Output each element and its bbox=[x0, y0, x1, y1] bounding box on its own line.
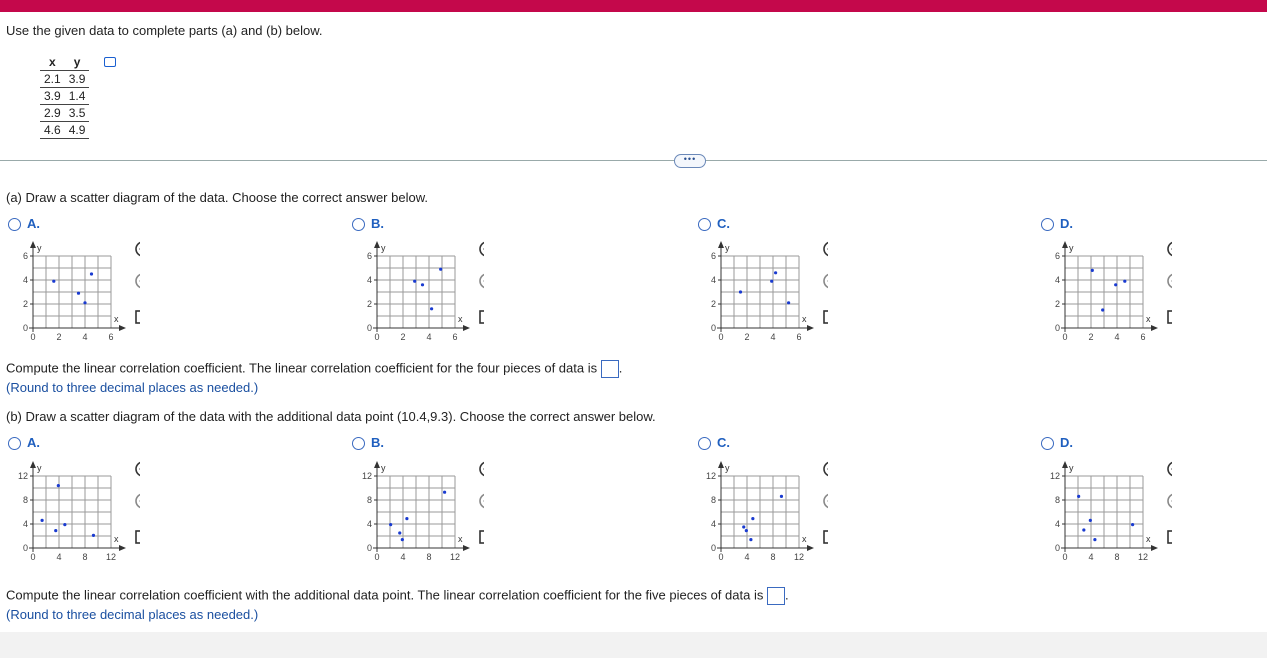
data-point bbox=[52, 280, 55, 283]
data-point bbox=[413, 280, 416, 283]
x-tick-label: 0 bbox=[374, 332, 380, 342]
x-tick-label: 0 bbox=[718, 332, 724, 342]
zoom-out-lens bbox=[136, 274, 140, 288]
x-axis-arrow bbox=[119, 325, 126, 331]
data-point bbox=[1093, 538, 1096, 541]
part-b-round-note: (Round to three decimal places as needed.) bbox=[6, 607, 259, 622]
y-axis-label: y bbox=[381, 463, 386, 473]
period: . bbox=[784, 587, 789, 603]
zoom-in-lens bbox=[480, 242, 484, 256]
x-axis-arrow bbox=[807, 325, 814, 331]
table-cell: 3.5 bbox=[65, 105, 90, 122]
zoom-in-icon bbox=[136, 462, 140, 478]
zoom-out-lens bbox=[136, 494, 140, 508]
y-axis-label: y bbox=[37, 463, 42, 473]
zoom-in-lens bbox=[824, 242, 828, 256]
zoom-in-icon bbox=[1168, 242, 1172, 258]
data-point bbox=[770, 280, 773, 283]
y-tick-label: 2 bbox=[710, 299, 716, 309]
x-tick-label: 4 bbox=[56, 552, 62, 562]
chart-gridlines bbox=[377, 476, 455, 548]
x-tick-label: 4 bbox=[1114, 332, 1120, 342]
table-header-y: y bbox=[65, 54, 90, 71]
chart-gridlines bbox=[377, 256, 455, 328]
table-header-x: x bbox=[40, 54, 65, 71]
y-tick-label: 8 bbox=[366, 495, 372, 505]
x-axis-arrow bbox=[1151, 325, 1158, 331]
table-row bbox=[40, 122, 89, 139]
x-axis-label: x bbox=[802, 314, 807, 324]
y-tick-label: 2 bbox=[366, 299, 372, 309]
part-b-answer-input[interactable] bbox=[767, 587, 785, 605]
x-tick-label: 8 bbox=[1114, 552, 1120, 562]
part-a-option-c-chart bbox=[688, 230, 828, 345]
part-a-answer-input[interactable] bbox=[601, 360, 619, 378]
y-tick-label: 0 bbox=[1054, 323, 1060, 333]
table-cell: 2.1 bbox=[40, 71, 65, 88]
y-tick-label: 8 bbox=[22, 495, 28, 505]
y-axis-arrow bbox=[30, 241, 36, 248]
part-b-option-b-chart bbox=[344, 450, 484, 565]
y-tick-label: 2 bbox=[22, 299, 28, 309]
part-a-prompt: (a) Draw a scatter diagram of the data. Choose the correct answer below. bbox=[6, 190, 428, 205]
popout-frame bbox=[1168, 531, 1172, 543]
x-tick-label: 12 bbox=[1137, 552, 1149, 562]
y-tick-label: 0 bbox=[1054, 543, 1060, 553]
x-tick-label: 0 bbox=[374, 552, 380, 562]
x-axis-label: x bbox=[114, 314, 119, 324]
y-axis-label: y bbox=[37, 243, 42, 253]
data-point bbox=[1101, 308, 1104, 311]
data-point bbox=[1131, 523, 1134, 526]
part-a-round-note: (Round to three decimal places as needed.) bbox=[6, 380, 259, 395]
part-a-option-d-label: D. bbox=[1060, 216, 1073, 231]
data-point bbox=[90, 272, 93, 275]
data-point bbox=[389, 523, 392, 526]
table-row bbox=[40, 71, 89, 88]
table-cell: 4.9 bbox=[65, 122, 90, 139]
y-tick-label: 6 bbox=[22, 251, 28, 261]
data-point bbox=[398, 531, 401, 534]
open-in-new-window-icon bbox=[136, 529, 140, 543]
zoom-in-icon bbox=[136, 242, 140, 258]
data-point bbox=[1077, 495, 1080, 498]
chart-gridlines bbox=[33, 256, 111, 328]
table-cell: 2.9 bbox=[40, 105, 65, 122]
part-b-option-d-chart bbox=[1032, 450, 1172, 565]
y-tick-label: 4 bbox=[366, 275, 372, 285]
y-tick-label: 6 bbox=[1054, 251, 1060, 261]
data-point bbox=[742, 525, 745, 528]
open-in-new-window-icon bbox=[824, 309, 828, 323]
y-tick-label: 4 bbox=[710, 519, 716, 529]
data-point bbox=[41, 519, 44, 522]
section-divider bbox=[0, 160, 1267, 161]
chart-gridlines bbox=[1065, 476, 1143, 548]
open-in-new-window-icon bbox=[480, 309, 484, 323]
x-axis-label: x bbox=[1146, 534, 1151, 544]
x-tick-label: 2 bbox=[400, 332, 406, 342]
data-point bbox=[92, 534, 95, 537]
part-b-option-d-radio[interactable] bbox=[1041, 437, 1054, 450]
zoom-in-icon bbox=[824, 242, 828, 258]
x-tick-label: 6 bbox=[108, 332, 114, 342]
chart-gridlines bbox=[1065, 256, 1143, 328]
y-tick-label: 8 bbox=[710, 495, 716, 505]
y-axis-arrow bbox=[374, 241, 380, 248]
x-axis-label: x bbox=[458, 534, 463, 544]
y-tick-label: 6 bbox=[366, 251, 372, 261]
zoom-out-icon bbox=[1168, 494, 1172, 510]
x-tick-label: 8 bbox=[82, 552, 88, 562]
x-tick-label: 0 bbox=[30, 552, 36, 562]
part-a-option-d-chart bbox=[1032, 230, 1172, 345]
part-a-option-b-chart bbox=[344, 230, 484, 345]
part-a-option-a-label: A. bbox=[27, 216, 40, 231]
x-tick-label: 6 bbox=[452, 332, 458, 342]
x-tick-label: 0 bbox=[718, 552, 724, 562]
popout-frame bbox=[824, 311, 828, 323]
y-axis-arrow bbox=[718, 241, 724, 248]
zoom-in-lens bbox=[480, 462, 484, 476]
data-point bbox=[780, 495, 783, 498]
part-b-option-a-label: A. bbox=[27, 435, 40, 450]
part-b-option-b-radio[interactable] bbox=[352, 437, 365, 450]
table-cell: 1.4 bbox=[65, 88, 90, 105]
y-axis-arrow bbox=[1062, 241, 1068, 248]
x-axis-arrow bbox=[119, 545, 126, 551]
data-point bbox=[54, 529, 57, 532]
zoom-out-icon bbox=[1168, 274, 1172, 290]
zoom-in-lens bbox=[1168, 462, 1172, 476]
zoom-in-icon bbox=[1168, 462, 1172, 478]
zoom-in-icon bbox=[480, 242, 484, 258]
instructions-text: Use the given data to complete parts (a) and (b) below. bbox=[6, 23, 323, 38]
data-point bbox=[751, 517, 754, 520]
popout-frame bbox=[480, 531, 484, 543]
part-b-option-b-label: B. bbox=[371, 435, 384, 450]
y-tick-label: 4 bbox=[22, 519, 28, 529]
y-tick-label: 0 bbox=[366, 543, 372, 553]
zoom-out-icon bbox=[136, 274, 140, 290]
x-tick-label: 8 bbox=[426, 552, 432, 562]
part-b-option-c-label: C. bbox=[717, 435, 730, 450]
chart-gridlines bbox=[721, 476, 799, 548]
data-point bbox=[745, 529, 748, 532]
x-tick-label: 2 bbox=[56, 332, 62, 342]
x-tick-label: 0 bbox=[30, 332, 36, 342]
y-tick-label: 6 bbox=[710, 251, 716, 261]
data-point bbox=[405, 517, 408, 520]
zoom-out-lens bbox=[1168, 274, 1172, 288]
x-tick-label: 6 bbox=[796, 332, 802, 342]
part-a-option-c-label: C. bbox=[717, 216, 730, 231]
data-point bbox=[1114, 283, 1117, 286]
zoom-out-icon bbox=[824, 494, 828, 510]
data-point bbox=[1091, 269, 1094, 272]
table-cell: 4.6 bbox=[40, 122, 65, 139]
zoom-in-lens bbox=[824, 462, 828, 476]
x-tick-label: 12 bbox=[793, 552, 805, 562]
y-tick-label: 12 bbox=[361, 471, 372, 481]
y-axis-arrow bbox=[718, 461, 724, 468]
x-axis-arrow bbox=[807, 545, 814, 551]
x-axis-label: x bbox=[802, 534, 807, 544]
zoom-out-icon bbox=[136, 494, 140, 510]
x-tick-label: 2 bbox=[744, 332, 750, 342]
zoom-in-icon bbox=[824, 462, 828, 478]
y-tick-label: 0 bbox=[710, 323, 716, 333]
data-point bbox=[83, 301, 86, 304]
y-axis-label: y bbox=[725, 463, 730, 473]
data-point bbox=[401, 538, 404, 541]
y-axis-arrow bbox=[30, 461, 36, 468]
zoom-in-lens bbox=[136, 462, 140, 476]
y-tick-label: 2 bbox=[1054, 299, 1060, 309]
x-tick-label: 4 bbox=[744, 552, 750, 562]
data-point bbox=[1123, 280, 1126, 283]
period: . bbox=[618, 360, 623, 376]
zoom-in-lens bbox=[1168, 242, 1172, 256]
x-tick-label: 4 bbox=[1088, 552, 1094, 562]
x-tick-label: 12 bbox=[449, 552, 461, 562]
y-tick-label: 8 bbox=[1054, 495, 1060, 505]
table-row bbox=[40, 88, 89, 105]
data-point bbox=[57, 484, 60, 487]
zoom-out-lens bbox=[1168, 494, 1172, 508]
popout-frame bbox=[1168, 311, 1172, 323]
data-point bbox=[1082, 528, 1085, 531]
part-b-option-c-chart bbox=[688, 450, 828, 565]
part-b-compute-text: Compute the linear correlation coefficient with the additional data point. The linear correlation coefficient for the five pieces of data is bbox=[6, 587, 764, 603]
y-tick-label: 0 bbox=[22, 323, 28, 333]
y-axis-label: y bbox=[381, 243, 386, 253]
ellipsis-icon[interactable]: ••• bbox=[674, 154, 706, 168]
zoom-out-icon bbox=[824, 274, 828, 290]
chart-gridlines bbox=[721, 256, 799, 328]
chart-gridlines bbox=[33, 476, 111, 548]
popout-frame bbox=[480, 311, 484, 323]
popout-frame bbox=[136, 311, 140, 323]
data-point bbox=[1089, 519, 1092, 522]
x-axis-label: x bbox=[458, 314, 463, 324]
data-point bbox=[439, 268, 442, 271]
zoom-in-icon bbox=[480, 462, 484, 478]
open-in-new-window-icon bbox=[480, 529, 484, 543]
zoom-out-icon bbox=[480, 274, 484, 290]
y-axis-label: y bbox=[725, 243, 730, 253]
zoom-in-lens bbox=[136, 242, 140, 256]
table-row bbox=[40, 105, 89, 122]
y-axis-arrow bbox=[1062, 461, 1068, 468]
part-a-option-a-chart bbox=[0, 230, 140, 345]
x-tick-label: 4 bbox=[426, 332, 432, 342]
x-axis-arrow bbox=[463, 325, 470, 331]
popout-frame bbox=[824, 531, 828, 543]
x-axis-label: x bbox=[1146, 314, 1151, 324]
x-tick-label: 0 bbox=[1062, 332, 1068, 342]
x-tick-label: 6 bbox=[1140, 332, 1146, 342]
bottom-bar bbox=[0, 632, 1267, 658]
open-in-new-window-icon bbox=[824, 529, 828, 543]
zoom-out-lens bbox=[824, 494, 828, 508]
x-tick-label: 2 bbox=[1088, 332, 1094, 342]
data-table bbox=[40, 54, 89, 139]
y-tick-label: 4 bbox=[1054, 275, 1060, 285]
part-b-option-d-label: D. bbox=[1060, 435, 1073, 450]
data-point bbox=[739, 290, 742, 293]
zoom-out-lens bbox=[480, 494, 484, 508]
y-tick-label: 0 bbox=[366, 323, 372, 333]
x-tick-label: 4 bbox=[82, 332, 88, 342]
x-tick-label: 0 bbox=[1062, 552, 1068, 562]
part-a-compute-text: Compute the linear correlation coefficient. The linear correlation coefficient for the four pieces of data is bbox=[6, 360, 598, 376]
table-cell: 3.9 bbox=[40, 88, 65, 105]
part-b-compute-line bbox=[6, 587, 789, 605]
zoom-out-lens bbox=[824, 274, 828, 288]
y-tick-label: 4 bbox=[1054, 519, 1060, 529]
zoom-out-icon bbox=[480, 494, 484, 510]
open-in-new-window-icon bbox=[136, 309, 140, 323]
popout-frame bbox=[136, 531, 140, 543]
x-tick-label: 8 bbox=[770, 552, 776, 562]
y-tick-label: 4 bbox=[710, 275, 716, 285]
part-b-option-a-radio[interactable] bbox=[8, 437, 21, 450]
y-tick-label: 12 bbox=[17, 471, 28, 481]
y-axis-label: y bbox=[1069, 463, 1074, 473]
x-axis-label: x bbox=[114, 534, 119, 544]
x-axis-arrow bbox=[463, 545, 470, 551]
x-axis-arrow bbox=[1151, 545, 1158, 551]
y-tick-label: 12 bbox=[1049, 471, 1060, 481]
y-tick-label: 4 bbox=[22, 275, 28, 285]
part-a-compute-line bbox=[6, 360, 622, 378]
part-b-option-c-radio[interactable] bbox=[698, 437, 711, 450]
part-b-prompt: (b) Draw a scatter diagram of the data with the additional data point (10.4,9.3). Choose the correct answer below. bbox=[6, 409, 656, 424]
y-axis-label: y bbox=[1069, 243, 1074, 253]
table-cell: 3.9 bbox=[65, 71, 90, 88]
top-accent-bar bbox=[0, 0, 1267, 12]
data-point bbox=[77, 292, 80, 295]
y-axis-arrow bbox=[374, 461, 380, 468]
y-tick-label: 0 bbox=[22, 543, 28, 553]
data-point bbox=[421, 283, 424, 286]
part-a-option-b-label: B. bbox=[371, 216, 384, 231]
open-in-new-window-icon bbox=[1168, 309, 1172, 323]
x-tick-label: 12 bbox=[105, 552, 117, 562]
y-tick-label: 12 bbox=[705, 471, 716, 481]
part-b-option-a-chart bbox=[0, 450, 140, 565]
data-point bbox=[774, 271, 777, 274]
data-point bbox=[749, 538, 752, 541]
open-in-new-window-icon bbox=[1168, 529, 1172, 543]
x-tick-label: 4 bbox=[400, 552, 406, 562]
data-point bbox=[787, 301, 790, 304]
x-tick-label: 4 bbox=[770, 332, 776, 342]
data-point bbox=[443, 491, 446, 494]
y-tick-label: 4 bbox=[366, 519, 372, 529]
y-tick-label: 0 bbox=[710, 543, 716, 553]
data-point bbox=[63, 523, 66, 526]
data-point bbox=[430, 307, 433, 310]
copy-table-icon[interactable] bbox=[104, 57, 116, 67]
zoom-out-lens bbox=[480, 274, 484, 288]
